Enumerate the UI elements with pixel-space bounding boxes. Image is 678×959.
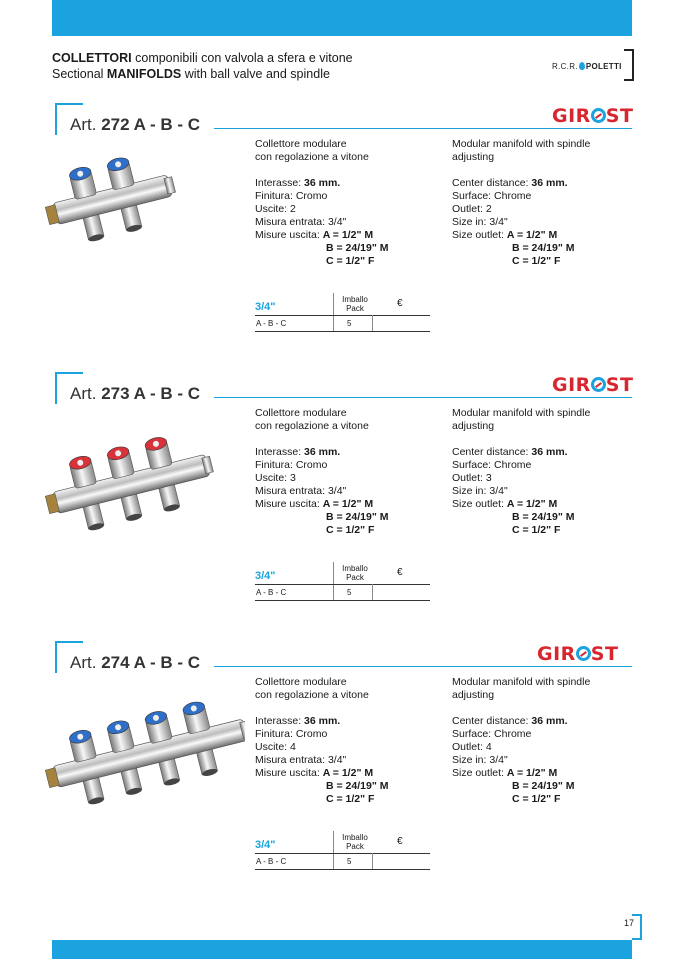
girost-logo — [552, 105, 633, 127]
table-qty: 5 — [347, 588, 352, 597]
spec-label: Center distance: — [452, 177, 532, 189]
section-rule — [214, 128, 632, 129]
section-rule — [214, 397, 632, 398]
spec-value: 36 mm. — [531, 177, 568, 189]
spec-line: adjusting — [452, 151, 495, 163]
page-header — [52, 50, 353, 82]
bracket-icon — [624, 49, 634, 81]
spec-label: Center distance: — [452, 446, 532, 458]
girost-logo — [537, 643, 618, 665]
spec-value: B = 24/19" M — [512, 511, 575, 523]
table-code: A - B - C — [256, 588, 287, 597]
spec-label: Misure uscita: — [255, 229, 323, 241]
spec-line: Modular manifold with spindle — [452, 407, 591, 419]
girost-logo — [552, 374, 633, 396]
spec-label: Misure uscita: — [255, 767, 323, 779]
brand-prefix: R.C.R. — [552, 62, 578, 71]
bottom-color-bar — [52, 940, 632, 959]
table-currency: € — [397, 298, 403, 309]
spec-label: Interasse: — [255, 715, 305, 727]
english-specs — [452, 407, 590, 537]
english-specs — [452, 138, 590, 268]
logo-text: GIR — [552, 105, 591, 127]
header-bold-1: COLLETTORI — [52, 51, 132, 65]
spec-line: Size in: 3/4" — [452, 485, 508, 497]
spec-value: B = 24/19" M — [326, 242, 389, 254]
girost-o-icon — [591, 108, 606, 123]
table-currency: € — [397, 836, 403, 847]
spec-line: Collettore modulare — [255, 407, 347, 419]
table-qty: 5 — [347, 319, 352, 328]
spec-label: Center distance: — [452, 715, 532, 727]
product-section — [0, 641, 678, 891]
logo-text: GIR — [552, 374, 591, 396]
spec-line: Finitura: Cromo — [255, 190, 328, 202]
art-code: 273 A - B - C — [101, 384, 201, 403]
spec-line: Outlet: 2 — [452, 203, 492, 215]
poletti-logo — [552, 49, 634, 79]
spec-line: Uscite: 2 — [255, 203, 296, 215]
spec-label: Size outlet: — [452, 767, 507, 779]
spec-line: con regolazione a vitone — [255, 689, 369, 701]
spec-line: Collettore modulare — [255, 676, 347, 688]
logo-text-end: ST — [590, 643, 619, 665]
article-title — [70, 384, 200, 404]
table-pack-header: Imballo Pack — [342, 564, 368, 582]
spec-label: Size outlet: — [452, 229, 507, 241]
table-size: 3/4" — [255, 301, 276, 313]
spec-value: B = 24/19" M — [512, 242, 575, 254]
art-prefix: Art. — [70, 115, 97, 134]
spec-line: con regolazione a vitone — [255, 151, 369, 163]
spec-value: A = 1/2" M — [506, 229, 558, 241]
spec-value: C = 1/2" F — [512, 793, 561, 805]
spec-line: Outlet: 4 — [452, 741, 492, 753]
spec-line: adjusting — [452, 420, 495, 432]
spec-line: con regolazione a vitone — [255, 420, 369, 432]
spec-value: 36 mm. — [531, 446, 568, 458]
spec-value: C = 1/2" F — [512, 524, 561, 536]
spec-line: Uscite: 4 — [255, 741, 296, 753]
spec-value: C = 1/2" F — [512, 255, 561, 267]
girost-o-icon — [576, 646, 591, 661]
spec-value: A = 1/2" M — [322, 767, 374, 779]
top-color-bar — [52, 0, 632, 36]
header-text-2b: with ball valve and spindle — [181, 67, 330, 81]
spec-value: A = 1/2" M — [322, 229, 374, 241]
spec-line: Collettore modulare — [255, 138, 347, 150]
spec-value: C = 1/2" F — [326, 255, 375, 267]
spec-line: Finitura: Cromo — [255, 728, 328, 740]
italian-specs — [255, 676, 388, 806]
table-qty: 5 — [347, 857, 352, 866]
table-code: A - B - C — [256, 857, 287, 866]
drop-icon — [579, 62, 585, 70]
spec-value: C = 1/2" F — [326, 793, 375, 805]
art-prefix: Art. — [70, 384, 97, 403]
spec-label: Interasse: — [255, 446, 305, 458]
spec-value: 36 mm. — [304, 715, 341, 727]
spec-line: Finitura: Cromo — [255, 459, 328, 471]
spec-line: adjusting — [452, 689, 495, 701]
article-title — [70, 115, 200, 135]
table-code: A - B - C — [256, 319, 287, 328]
spec-value: B = 24/19" M — [326, 780, 389, 792]
manifold-image — [45, 412, 245, 542]
header-text-2a: Sectional — [52, 67, 107, 81]
spec-value: C = 1/2" F — [326, 524, 375, 536]
spec-line: Misura entrata: 3/4" — [255, 216, 347, 228]
spec-value: 36 mm. — [531, 715, 568, 727]
manifold-image — [45, 681, 245, 811]
table-size: 3/4" — [255, 570, 276, 582]
girost-o-icon — [591, 377, 606, 392]
logo-text: GIR — [537, 643, 576, 665]
spec-value: B = 24/19" M — [326, 511, 389, 523]
page-number: 17 — [624, 918, 635, 928]
italian-specs — [255, 138, 388, 268]
logo-text-end: ST — [605, 105, 634, 127]
table-currency: € — [397, 567, 403, 578]
spec-label: Interasse: — [255, 177, 305, 189]
spec-line: Size in: 3/4" — [452, 216, 508, 228]
manifold-image — [45, 143, 245, 273]
spec-line: Uscite: 3 — [255, 472, 296, 484]
spec-line: Surface: Chrome — [452, 459, 532, 471]
spec-line: Misura entrata: 3/4" — [255, 754, 347, 766]
spec-value: A = 1/2" M — [506, 498, 558, 510]
spec-line: Modular manifold with spindle — [452, 676, 591, 688]
italian-specs — [255, 407, 388, 537]
spec-line: Misura entrata: 3/4" — [255, 485, 347, 497]
logo-text-end: ST — [605, 374, 634, 396]
header-bold-2: MANIFOLDS — [106, 67, 182, 81]
section-rule — [214, 666, 632, 667]
art-code: 272 A - B - C — [101, 115, 201, 134]
brand-name: POLETTI — [585, 62, 622, 71]
spec-value: A = 1/2" M — [506, 767, 558, 779]
spec-line: Surface: Chrome — [452, 728, 532, 740]
table-pack-header: Imballo Pack — [342, 833, 368, 851]
product-section — [0, 372, 678, 622]
spec-value: A = 1/2" M — [322, 498, 374, 510]
spec-line: Size in: 3/4" — [452, 754, 508, 766]
art-code: 274 A - B - C — [101, 653, 201, 672]
article-title — [70, 653, 200, 673]
header-text-1: componibili con valvola a sfera e vitone — [131, 51, 353, 65]
spec-label: Misure uscita: — [255, 498, 323, 510]
table-pack-header: Imballo Pack — [342, 295, 368, 313]
product-section — [0, 103, 678, 353]
spec-label: Size outlet: — [452, 498, 507, 510]
spec-line: Outlet: 3 — [452, 472, 492, 484]
english-specs — [452, 676, 590, 806]
spec-value: 36 mm. — [304, 177, 341, 189]
page-bracket-icon — [632, 914, 642, 940]
spec-value: B = 24/19" M — [512, 780, 575, 792]
spec-line: Modular manifold with spindle — [452, 138, 591, 150]
spec-value: 36 mm. — [304, 446, 341, 458]
spec-line: Surface: Chrome — [452, 190, 532, 202]
art-prefix: Art. — [70, 653, 97, 672]
table-size: 3/4" — [255, 839, 276, 851]
